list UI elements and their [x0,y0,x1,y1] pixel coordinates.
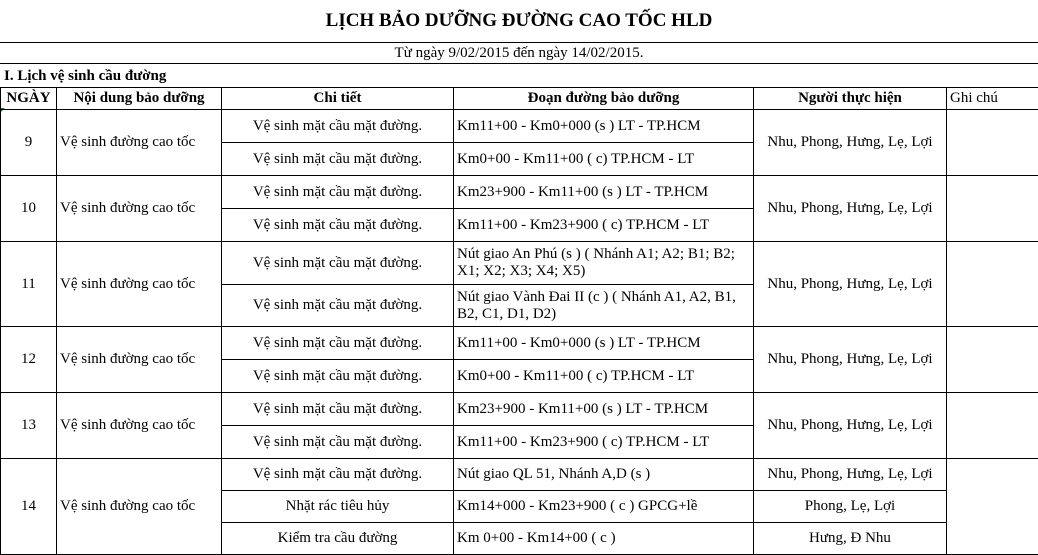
people-cell[interactable]: Hưng, Đ Nhu [754,523,947,555]
schedule-table [0,87,1038,555]
page-title: LỊCH BẢO DƯỠNG ĐƯỜNG CAO TỐC HLD [325,10,713,31]
segment-cell[interactable]: Km 0+00 - Km14+00 ( c ) [454,523,754,555]
note-cell[interactable] [947,459,1038,555]
date-range: Từ ngày 9/02/2015 đến ngày 14/02/2015. [0,42,1038,64]
col-note-header[interactable]: Ghi chú [947,88,1038,110]
content-cell[interactable]: Vệ sinh đường cao tốc [57,110,222,176]
people-cell[interactable]: Nhu, Phong, Hưng, Lẹ, Lợi [754,176,947,242]
day-cell[interactable]: 13 [1,393,57,459]
col-detail-header[interactable]: Chi tiết [222,88,454,110]
people-cell[interactable]: Nhu, Phong, Hưng, Lẹ, Lợi [754,242,947,327]
col-content-header[interactable]: Nội dung bảo dưỡng [57,88,222,110]
segment-cell[interactable]: Km23+900 - Km11+00 (s ) LT - TP.HCM [454,393,754,426]
note-cell[interactable] [947,393,1038,459]
detail-cell[interactable]: Vệ sinh mặt cầu mặt đường. [222,393,454,426]
detail-cell[interactable]: Vệ sinh mặt cầu mặt đường. [222,143,454,176]
col-segment-header[interactable]: Đoạn đường bảo dưỡng [454,88,754,110]
detail-cell[interactable]: Vệ sinh mặt cầu mặt đường. [222,327,454,360]
day-cell[interactable]: 9 [1,110,57,176]
section-heading: I. Lịch vệ sinh cầu đường [4,67,167,84]
table-row [1,459,1038,491]
segment-cell[interactable]: Km11+00 - Km23+900 ( c) TP.HCM - LT [454,209,754,242]
detail-cell[interactable]: Vệ sinh mặt cầu mặt đường. [222,459,454,491]
col-people-header[interactable]: Người thực hiện [754,88,947,110]
table-row [1,110,1038,143]
day-cell[interactable]: 11 [1,242,57,327]
detail-cell[interactable]: Vệ sinh mặt cầu mặt đường. [222,110,454,143]
segment-cell[interactable]: Km11+00 - Km23+900 ( c) TP.HCM - LT [454,426,754,459]
content-cell[interactable]: Vệ sinh đường cao tốc [57,327,222,393]
day-cell[interactable]: 10 [1,176,57,242]
people-cell[interactable]: Phong, Lẹ, Lợi [754,491,947,523]
segment-cell[interactable]: Km0+00 - Km11+00 ( c) TP.HCM - LT [454,143,754,176]
detail-cell[interactable]: Vệ sinh mặt cầu mặt đường. [222,285,454,327]
table-row [1,242,1038,285]
segment-cell[interactable]: Nút giao Vành Đai II (c ) ( Nhánh A1, A2, B1, B2, C1, D1, D2) [454,285,754,327]
header-row [1,88,1038,110]
segment-cell[interactable]: Km11+00 - Km0+000 (s ) LT - TP.HCM [454,110,754,143]
people-cell[interactable]: Nhu, Phong, Hưng, Lẹ, Lợi [754,393,947,459]
detail-cell[interactable]: Nhặt rác tiêu hủy [222,491,454,523]
people-cell[interactable]: Nhu, Phong, Hưng, Lẹ, Lợi [754,327,947,393]
content-cell[interactable]: Vệ sinh đường cao tốc [57,393,222,459]
content-cell[interactable]: Vệ sinh đường cao tốc [57,176,222,242]
segment-cell[interactable]: Km11+00 - Km0+000 (s ) LT - TP.HCM [454,327,754,360]
segment-cell[interactable]: Km0+00 - Km11+00 ( c) TP.HCM - LT [454,360,754,393]
content-cell[interactable]: Vệ sinh đường cao tốc [57,459,222,555]
col-day-header[interactable]: NGÀY [1,88,57,110]
segment-cell[interactable]: Km23+900 - Km11+00 (s ) LT - TP.HCM [454,176,754,209]
table-row [1,176,1038,209]
detail-cell[interactable]: Vệ sinh mặt cầu mặt đường. [222,360,454,393]
detail-cell[interactable]: Vệ sinh mặt cầu mặt đường. [222,209,454,242]
detail-cell[interactable]: Kiểm tra cầu đường [222,523,454,555]
note-cell[interactable] [947,176,1038,242]
detail-cell[interactable]: Vệ sinh mặt cầu mặt đường. [222,426,454,459]
table-row [1,393,1038,426]
note-cell[interactable] [947,242,1038,327]
segment-cell[interactable]: Nút giao QL 51, Nhánh A,D (s ) [454,459,754,491]
note-cell[interactable] [947,327,1038,393]
segment-cell[interactable]: Nút giao An Phú (s ) ( Nhánh A1; A2; B1; B2; X1; X2; X3; X4; X5) [454,242,754,285]
table-row [1,327,1038,360]
day-cell[interactable]: 12 [1,327,57,393]
detail-cell[interactable]: Vệ sinh mặt cầu mặt đường. [222,176,454,209]
people-cell[interactable]: Nhu, Phong, Hưng, Lẹ, Lợi [754,110,947,176]
segment-cell[interactable]: Km14+000 - Km23+900 ( c ) GPCG+lề [454,491,754,523]
people-cell[interactable]: Nhu, Phong, Hưng, Lẹ, Lợi [754,459,947,491]
content-cell[interactable]: Vệ sinh đường cao tốc [57,242,222,327]
day-cell[interactable]: 14 [1,459,57,555]
detail-cell[interactable]: Vệ sinh mặt cầu mặt đường. [222,242,454,285]
note-cell[interactable] [947,110,1038,176]
